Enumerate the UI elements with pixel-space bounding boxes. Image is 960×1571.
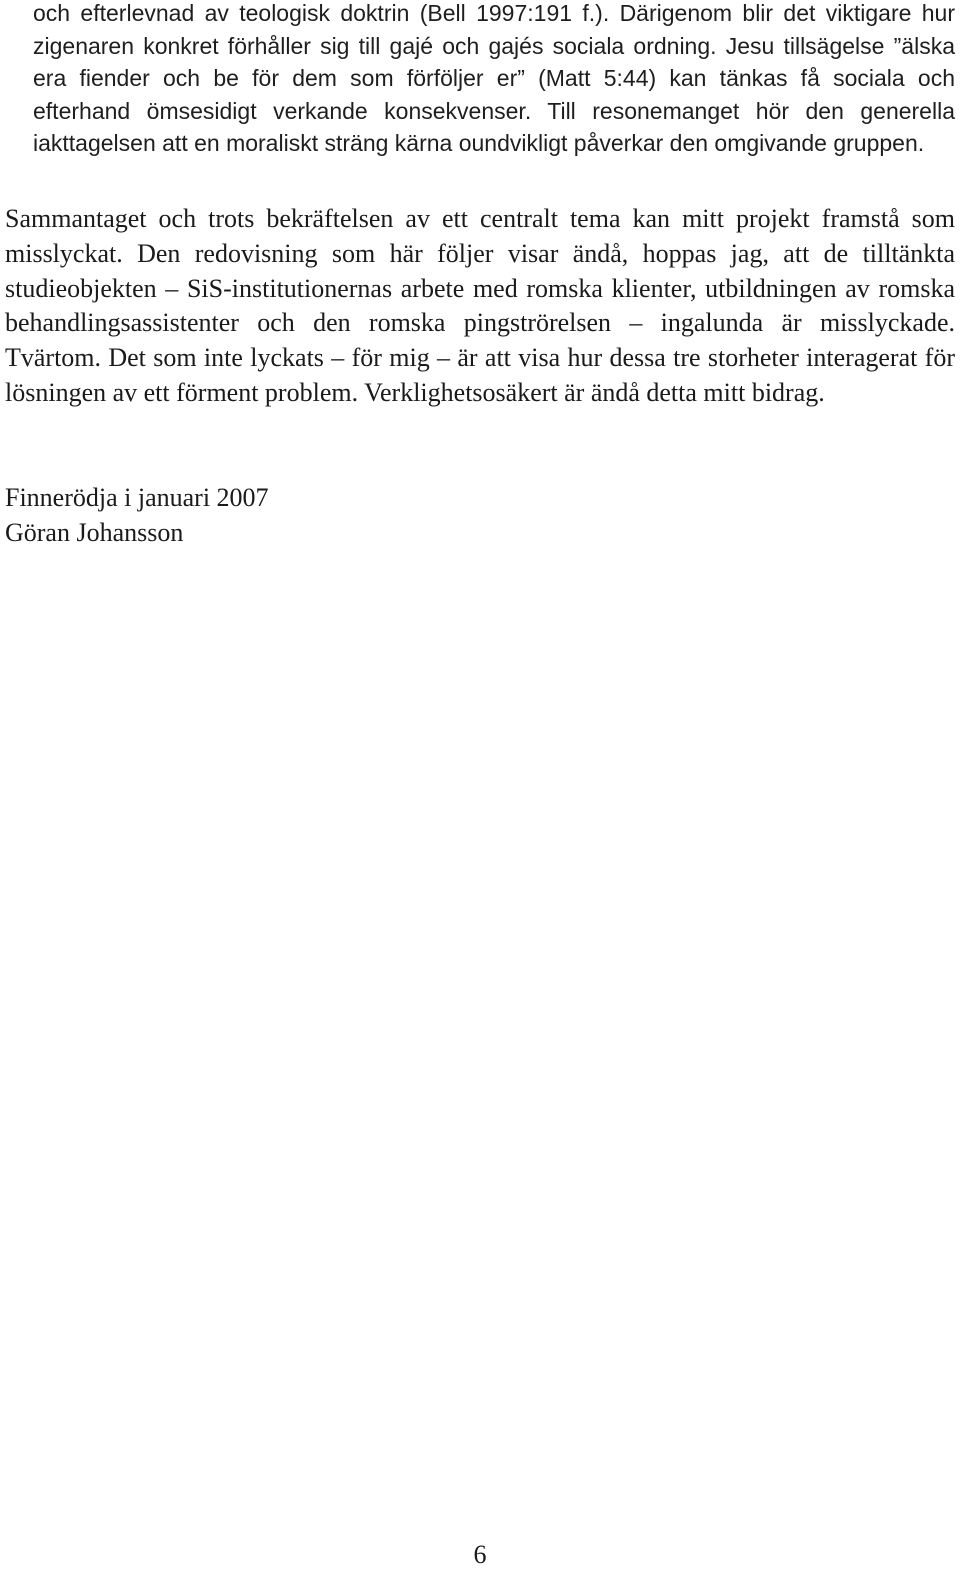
page-number: 6: [473, 1540, 487, 1569]
signoff: [5, 481, 269, 550]
place-date: Finnerödja i januari 2007: [5, 483, 269, 512]
body-paragraph: Sammantaget och trots bekräftelsen av ett centralt tema kan mitt projekt framstå som misslyckat. Den redovisning som här följer visar ändå, hoppas jag, att de tilltänkta studieobjekten – SiS-institutionernas arbete med romska klienter, utbildningen av romska behandlingsassistenter och den romska pingströrelsen – ingalunda är misslyckade. Tvärtom. Det som inte lyckats – för mig – är att visa hur dessa tre storheter interagerat för lösningen av ett förment problem. Verklighetsosäkert är ändå detta mitt bidrag.: [5, 204, 955, 407]
author-name: Göran Johansson: [5, 517, 184, 547]
quote-paragraph: och efterlevnad av teologisk doktrin (Bell 1997:191 f.). Därigenom blir det viktigare hur zigenaren konkret förhåller sig till gajé och gajés sociala ordning. Jesu tillsägelse ”älska era fiender och be för dem som förföljer er” (Matt 5:44) kan tänkas få sociala och efterhand ömsesidigt verkande konsekvenser. Till resonemanget hör den generella iakttagelsen att en moraliskt sträng kärna oundvikligt påverkar den omgivande gruppen.: [33, 0, 955, 157]
